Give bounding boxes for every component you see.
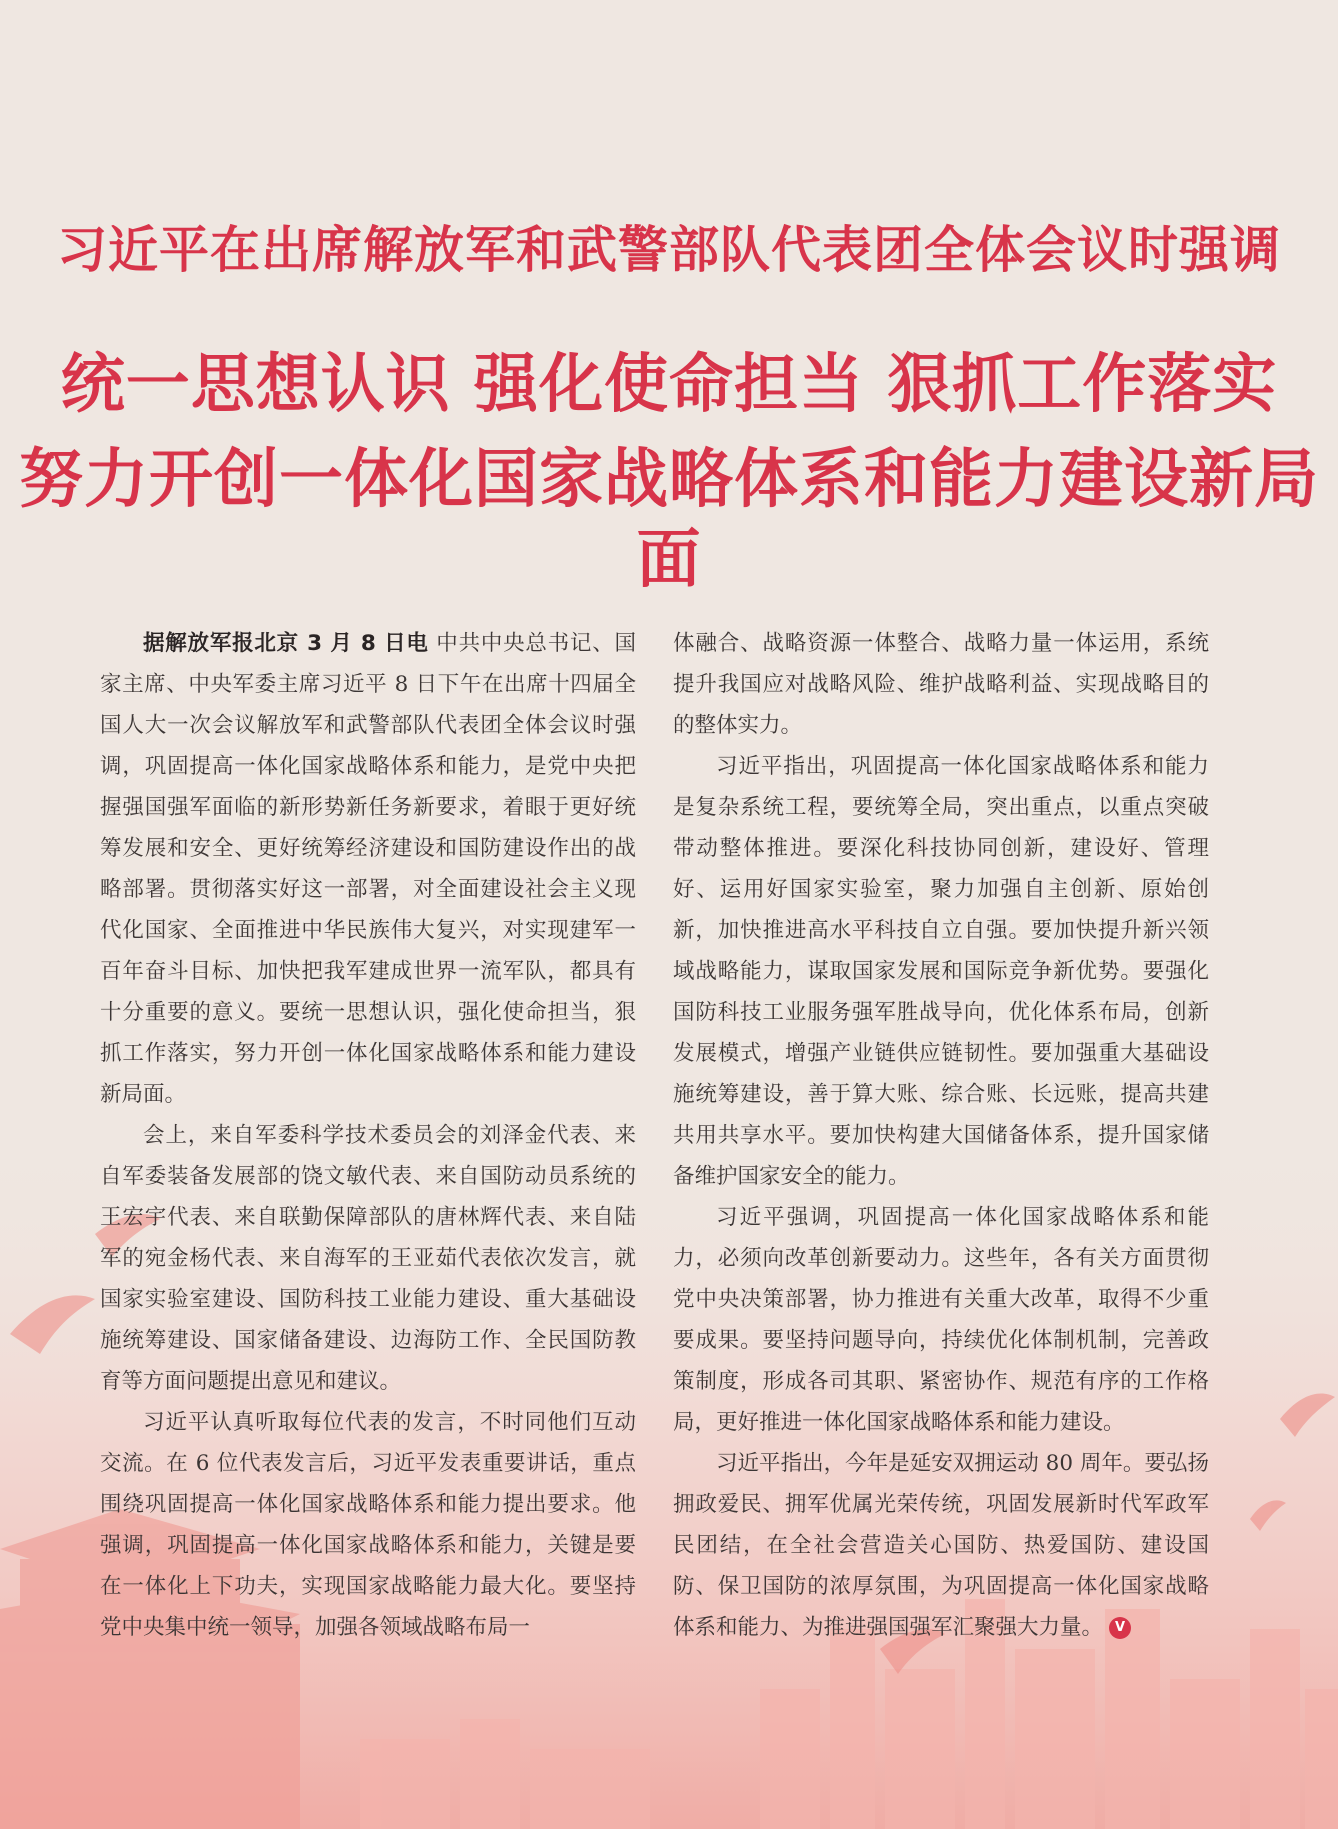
article-headline-line-1: 统一思想认识 强化使命担当 狠抓工作落实 <box>60 348 1278 422</box>
article-paragraph-text: 习近平指出，今年是延安双拥运动 80 周年。要弘扬拥政爱民、拥军优属光荣传统，巩固发展新时代军政军民团结，在全社会营造关心国防、热爱国防、建设国防、保卫国防的浓厚氛围，为巩固提高一体化国家战略体系和能力、为推进强国强军汇聚强大力量。 <box>673 1451 1209 1640</box>
article-kicker: 习近平在出席解放军和武警部队代表团全体会议时强调 <box>57 221 1281 279</box>
article-dateline: 据解放军报北京 3 月 8 日电 <box>143 631 429 656</box>
article-paragraph: 习近平指出，巩固提高一体化国家战略体系和能力是复杂系统工程，要统筹全局，突出重点，以重点突破带动整体推进。要深化科技协同创新，建设好、管理好、运用好国家实验室，聚力加强自主创新、原始创新，加快推进高水平科技自立自强。要加快提升新兴领域战略能力，谋取国家发展和国际竞争新优势。要强化国防科技工业服务强军胜战导向，优化体系布局，创新发展模式，增强产业链供应链韧性。要加强重大基础设施统筹建设，善于算大账、综合账、长远账，提高共建共用共享水平。要加快构建大国储备体系，提升国家储备维护国家安全的能力。 <box>673 754 1209 1189</box>
article-column-right <box>673 623 1209 1648</box>
article-paragraph <box>673 1443 1209 1648</box>
article-column-left <box>100 623 636 1648</box>
article-paragraph: 习近平认真听取每位代表的发言，不时同他们互动交流。在 6 位代表发言后，习近平发表重要讲话，重点围绕巩固提高一体化国家战略体系和能力提出要求。他强调，巩固提高一体化国家战略体系和能力，关键是要在一体化上下功夫，实现国家战略能力最大化。要坚持党中央集中统一领导，加强各领域战略布局一 <box>100 1410 636 1640</box>
article-paragraph-continued: 体融合、战略资源一体整合、战略力量一体运用，系统提升我国应对战略风险、维护战略利益、实现战略目的的整体实力。 <box>673 631 1209 738</box>
article-headline-line-2: 努力开创一体化国家战略体系和能力建设新局面 <box>19 443 1319 597</box>
article-paragraph: 习近平强调，巩固提高一体化国家战略体系和能力，必须向改革创新要动力。这些年，各有关方面贯彻党中央决策部署，协力推进有关重大改革，取得不少重要成果。要坚持问题导向，持续优化体制机制，完善政策制度，形成各司其职、紧密协作、规范有序的工作格局，更好推进一体化国家战略体系和能力建设。 <box>673 1205 1209 1435</box>
article-paragraph-text: 中共中央总书记、国家主席、中央军委主席习近平 8 日下午在出席十四届全国人大一次会议解放军和武警部队代表团全体会议时强调，巩固提高一体化国家战略体系和能力，是党中央把握强国强军面临的新形势新任务新要求，着眼于更好统筹发展和安全、更好统筹经济建设和国防建设作出的战略部署。贯彻落实好这一部署，对全面建设社会主义现代化国家、全面推进中华民族伟大复兴，对实现建军一百年奋斗目标、加快把我军建成世界一流军队，都具有十分重要的意义。要统一思想认识，强化使命担当，狠抓工作落实，努力开创一体化国家战略体系和能力建设新局面。 <box>100 631 636 1107</box>
end-of-article-icon: V <box>1109 1617 1131 1639</box>
article-paragraph: 会上，来自军委科学技术委员会的刘泽金代表、来自军委装备发展部的饶文敏代表、来自国防动员系统的王宏宇代表、来自联勤保障部队的唐林辉代表、来自陆军的宛金杨代表、来自海军的王亚茹代表依次发言，就国家实验室建设、国防科技工业能力建设、重大基础设施统筹建设、国家储备建设、边海防工作、全民国防教育等方面问题提出意见和建议。 <box>100 1123 636 1394</box>
article-paragraph <box>100 623 636 1115</box>
